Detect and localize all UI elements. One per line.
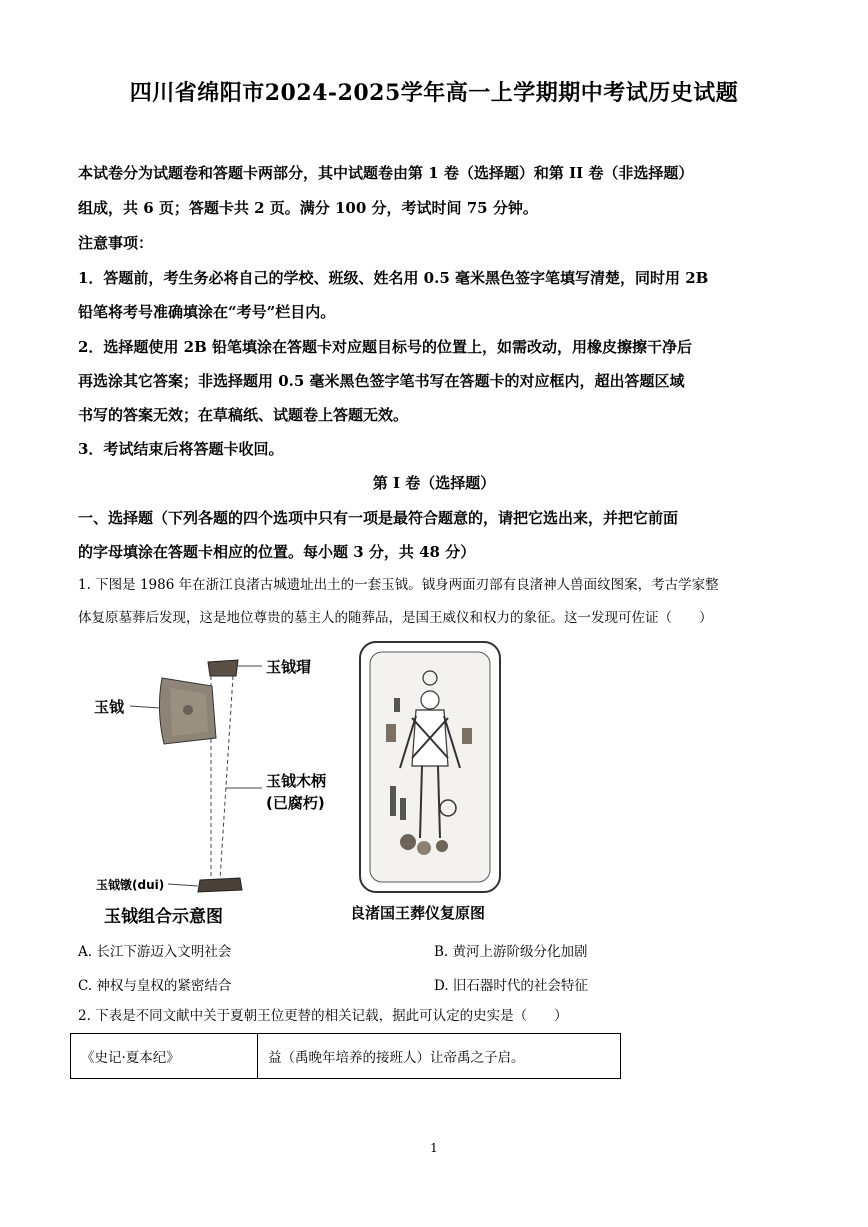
table-cell-content: 益（禹晚年培养的接班人）让帝禹之子启。 [258, 1034, 621, 1079]
page-title: 四川省绵阳市2024-2025学年高一上学期期中考试历史试题 [129, 80, 739, 106]
caption-left: 玉钺组合示意图 [104, 907, 223, 927]
table-cell-source: 《史记·夏本纪》 [71, 1034, 258, 1079]
section-heading-line-2: 的字母填涂在答题卡相应的位置。每小题 3 分，共 48 分） [78, 543, 476, 561]
yue-assembly-figure [90, 640, 330, 930]
notice-3-line-1: 3．考试结束后将答题卡收回。 [78, 440, 284, 458]
q1-option-a: A. 长江下游迈入文明社会 [78, 944, 232, 960]
intro-line-1: 本试卷分为试题卷和答题卡两部分，其中试题卷由第 1 卷（选择题）和第 II 卷（非选择题） [78, 164, 694, 182]
q1-option-b: B. 黄河上游阶级分化加剧 [434, 944, 588, 960]
table-row [71, 1034, 621, 1079]
q2-stem: 2. 下表是不同文献中关于夏朝王位更替的相关记载，据此可认定的史实是（ ） [78, 1008, 568, 1024]
label-yue-dui: 玉钺镦(dui) [96, 878, 165, 892]
section-title: 第 I 卷（选择题） [372, 474, 496, 492]
notice-2-line-2: 再选涂其它答案；非选择题用 0.5 毫米黑色签字笔书写在答题卡的对应框内，超出答题区域 [78, 372, 685, 390]
notice-1-line-2: 铅笔将考号准确填涂在“考号”栏目内。 [78, 303, 336, 321]
notice-2-line-3: 书写的答案无效；在草稿纸、试题卷上答题无效。 [78, 406, 409, 424]
notice-heading: 注意事项： [78, 234, 154, 252]
page-number: 1 [430, 1141, 438, 1155]
notice-2-line-1: 2．选择题使用 2B 铅笔填涂在答题卡对应题目标号的位置上，如需改动，用橡皮擦擦干净后 [78, 338, 693, 356]
caption-right: 良渚国王葬仪复原图 [350, 904, 486, 922]
q1-stem-line-2: 体复原墓葬后发现，这是地位尊贵的墓主人的随葬品，是国王威仪和权力的象征。这一发现可佐证（ ） [78, 610, 713, 626]
label-yue: 玉钺 [94, 698, 125, 716]
section-heading-line-1: 一、选择题（下列各题的四个选项中只有一项是最符合题意的，请把它选出来，并把它前面 [78, 509, 679, 527]
burial-drawing [350, 638, 510, 898]
intro-line-2: 组成，共 6 页；答题卡共 2 页。满分 100 分，考试时间 75 分钟。 [78, 199, 538, 217]
q2-table [70, 1033, 621, 1079]
label-yue-mao: 玉钺瑁 [266, 658, 312, 676]
burial-figure [350, 638, 510, 928]
notice-1-line-1: 1．答题前，考生务必将自己的学校、班级、姓名用 0.5 毫米黑色签字笔填写清楚，同时用 2B [78, 269, 709, 287]
q1-stem-line-1: 1. 下图是 1986 年在浙江良渚古城遗址出土的一套玉钺。钺身两面刃部有良渚神人兽面纹图案，考古学家整 [78, 577, 719, 593]
q1-option-c: C. 神权与皇权的紧密结合 [78, 978, 232, 994]
label-handle-2: (已腐朽) [266, 794, 325, 812]
q1-option-d: D. 旧石器时代的社会特征 [434, 978, 588, 994]
label-handle-1: 玉钺木柄 [266, 772, 327, 790]
